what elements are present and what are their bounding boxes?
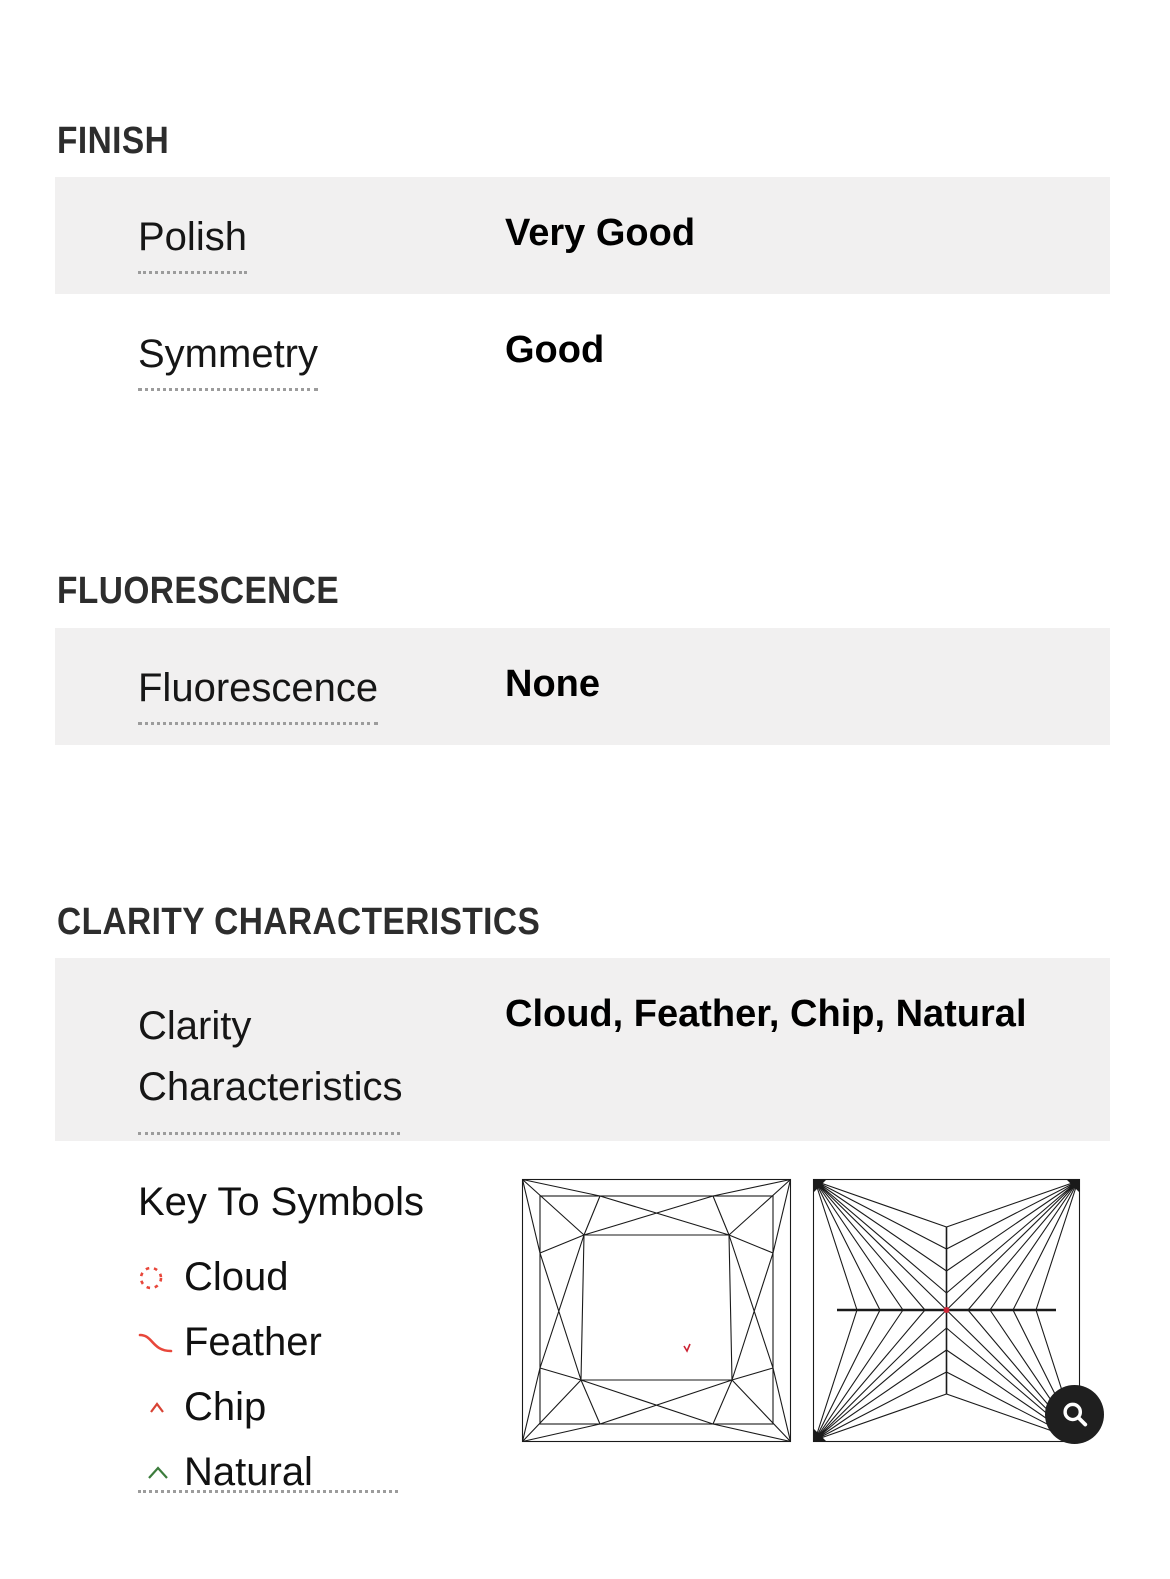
symmetry-label[interactable]: Symmetry (138, 332, 318, 391)
feather-symbol-icon (138, 1331, 184, 1355)
polish-row (55, 177, 1110, 294)
polish-value: Very Good (505, 212, 696, 254)
key-item-chip (138, 1375, 400, 1440)
key-item-label: Feather (184, 1320, 322, 1364)
inclusion-mark (684, 1344, 690, 1351)
symmetry-value: Good (505, 329, 605, 371)
clarity-section-heading: CLARITY CHARACTERISTICS (57, 900, 541, 943)
key-item-label: Natural (184, 1450, 313, 1494)
key-to-symbols-underline (138, 1490, 398, 1493)
natural-symbol-icon (138, 1465, 184, 1480)
clarity-row (55, 958, 1110, 1141)
polish-label[interactable]: Polish (138, 215, 247, 274)
symmetry-row (55, 294, 1110, 411)
clarity-characteristics-value: Cloud, Feather, Chip, Natural (505, 993, 1027, 1035)
magnifier-icon (1056, 1396, 1094, 1434)
key-item-label: Chip (184, 1385, 267, 1429)
crown-view-diagram (521, 1178, 792, 1443)
fluorescence-label[interactable]: Fluorescence (138, 666, 378, 725)
key-item-label: Cloud (184, 1255, 289, 1299)
fluorescence-row (55, 628, 1110, 745)
cloud-symbol-icon (138, 1265, 184, 1291)
chip-symbol-icon (138, 1401, 184, 1414)
key-item-natural (138, 1440, 400, 1505)
key-to-symbols-title: Key To Symbols (138, 1180, 425, 1224)
diagram-zoom-button[interactable] (1045, 1385, 1104, 1444)
fluorescence-section-heading: FLUORESCENCE (57, 569, 340, 612)
finish-section-heading: FINISH (57, 119, 170, 162)
pavilion-view-diagram (812, 1178, 1081, 1443)
fluorescence-value: None (505, 663, 600, 705)
key-item-feather (138, 1310, 400, 1375)
key-to-symbols-list (138, 1245, 400, 1505)
inclusion-mark (944, 1307, 950, 1313)
clarity-characteristics-label[interactable]: Clarity Characteristics (138, 996, 400, 1135)
key-item-cloud (138, 1245, 400, 1310)
